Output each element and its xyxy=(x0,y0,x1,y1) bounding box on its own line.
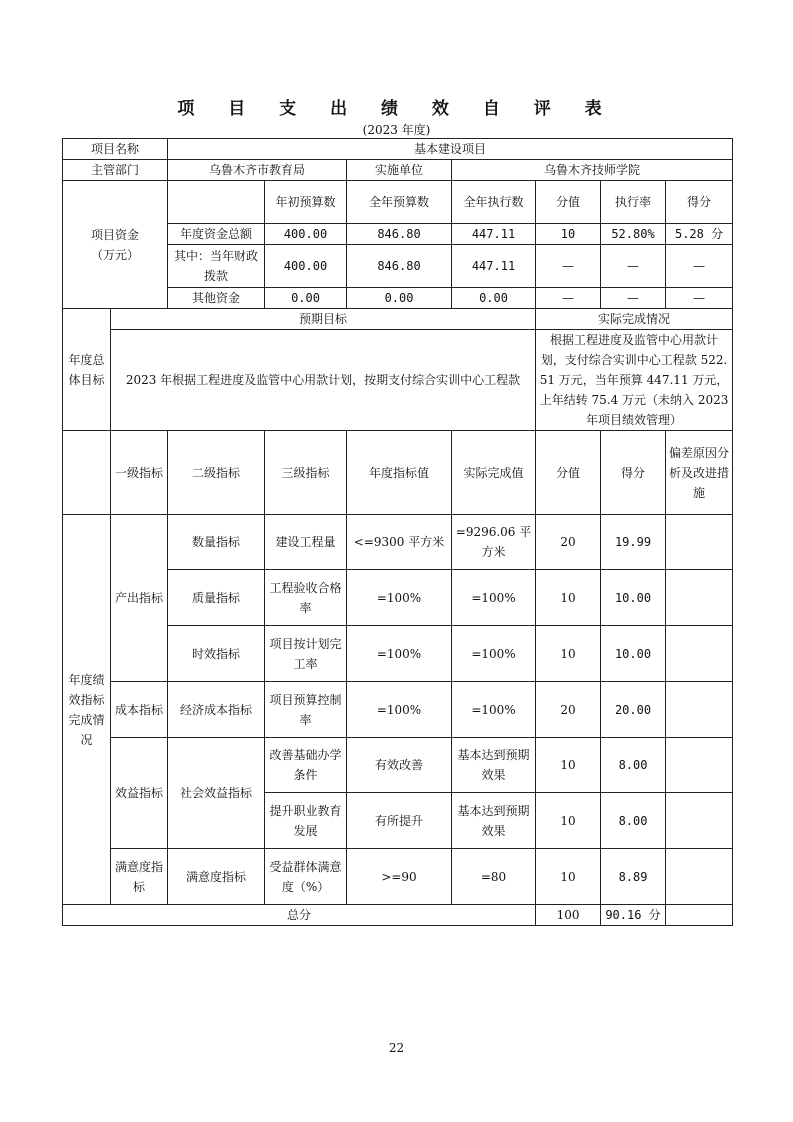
score: 10.00 xyxy=(601,626,666,682)
target-value: =100% xyxy=(347,626,452,682)
performance-table xyxy=(62,138,733,926)
deviation-note xyxy=(666,738,733,793)
funds-initial: 400.00 xyxy=(265,224,347,245)
funds-row-label: 年度资金总额 xyxy=(168,224,265,245)
table-row xyxy=(63,738,733,793)
dept-label: 主管部门 xyxy=(63,160,168,181)
total-label: 总分 xyxy=(63,905,536,926)
funds-executed: 447.11 xyxy=(452,224,536,245)
table-row xyxy=(63,682,733,738)
indicator-header: 一级指标 xyxy=(111,431,168,515)
table-row xyxy=(63,181,733,224)
table-row xyxy=(63,139,733,160)
score-value: 10 xyxy=(536,849,601,905)
level3-indicator: 受益群体满意度（%） xyxy=(265,849,347,905)
funds-row-label: 其中：当年财政拨款 xyxy=(168,245,265,288)
target-value: <=9300 平方米 xyxy=(347,515,452,570)
level3-indicator: 工程验收合格率 xyxy=(265,570,347,626)
funds-annual: 846.80 xyxy=(347,245,452,288)
level3-indicator: 提升职业教育发展 xyxy=(265,793,347,849)
funds-header: 分值 xyxy=(536,181,601,224)
table-row xyxy=(63,905,733,926)
impl-value: 乌鲁木齐技师学院 xyxy=(452,160,733,181)
actual-value: 基本达到预期效果 xyxy=(452,738,536,793)
deviation-note xyxy=(666,626,733,682)
funds-rate: — xyxy=(601,288,666,309)
score-value: 20 xyxy=(536,682,601,738)
score-value: 10 xyxy=(536,738,601,793)
level3-indicator: 项目按计划完工率 xyxy=(265,626,347,682)
level2-indicator: 质量指标 xyxy=(168,570,265,626)
level1-indicator: 成本指标 xyxy=(111,682,168,738)
target-value: 有效改善 xyxy=(347,738,452,793)
funds-initial: 400.00 xyxy=(265,245,347,288)
indicator-header: 三级指标 xyxy=(265,431,347,515)
actual-value: =80 xyxy=(452,849,536,905)
funds-executed: 0.00 xyxy=(452,288,536,309)
deviation-note xyxy=(666,849,733,905)
funds-score-value: 10 xyxy=(536,224,601,245)
actual-result: 根据工程进度及监管中心用款计划，支付综合实训中心工程款 522.51 万元，当年预算 447.11 万元，上年结转 75.4 万元（未纳入 2023 年项目绩效管理） xyxy=(536,330,733,431)
funds-label-line2: （万元） xyxy=(91,247,140,262)
total-note xyxy=(666,905,733,926)
funds-score: — xyxy=(666,245,733,288)
level3-indicator: 改善基础办学条件 xyxy=(265,738,347,793)
table-row xyxy=(63,330,733,431)
funds-initial: 0.00 xyxy=(265,288,347,309)
page-number: 22 xyxy=(388,1041,405,1055)
funds-row-label: 其他资金 xyxy=(168,288,265,309)
target-value: =100% xyxy=(347,570,452,626)
project-name-label: 项目名称 xyxy=(63,139,168,160)
target-value: 有所提升 xyxy=(347,793,452,849)
funds-annual: 0.00 xyxy=(347,288,452,309)
funds-rate: — xyxy=(601,245,666,288)
funds-score-value: — xyxy=(536,288,601,309)
funds-header: 全年预算数 xyxy=(347,181,452,224)
funds-label-line1: 项目资金 xyxy=(91,227,140,242)
actual-value: =9296.06 平方米 xyxy=(452,515,536,570)
actual-header: 实际完成情况 xyxy=(536,309,733,330)
funds-executed: 447.11 xyxy=(452,245,536,288)
project-name: 基本建设项目 xyxy=(168,139,733,160)
funds-score: — xyxy=(666,288,733,309)
score: 8.89 xyxy=(601,849,666,905)
dept-value: 乌鲁木齐市教育局 xyxy=(168,160,347,181)
form-year: (2023 年度) xyxy=(362,123,431,137)
table-row xyxy=(63,849,733,905)
level1-indicator: 产出指标 xyxy=(111,515,168,682)
expected-goal: 2023 年根据工程进度及监管中心用款计划，按期支付综合实训中心工程款 xyxy=(111,330,536,431)
deviation-note xyxy=(666,570,733,626)
score: 20.00 xyxy=(601,682,666,738)
funds-header-blank xyxy=(168,181,265,224)
indicator-header: 得分 xyxy=(601,431,666,515)
level2-indicator: 经济成本指标 xyxy=(168,682,265,738)
impl-label: 实施单位 xyxy=(347,160,452,181)
indicator-header: 偏差原因分析及改进措施 xyxy=(666,431,733,515)
indicator-header: 分值 xyxy=(536,431,601,515)
funds-label xyxy=(63,181,168,309)
level2-indicator: 满意度指标 xyxy=(168,849,265,905)
form-title: 项 目 支 出 绩 效 自 评 表 xyxy=(177,99,616,119)
score: 19.99 xyxy=(601,515,666,570)
score: 8.00 xyxy=(601,793,666,849)
funds-header: 得分 xyxy=(666,181,733,224)
funds-score-value: — xyxy=(536,245,601,288)
score: 8.00 xyxy=(601,738,666,793)
deviation-note xyxy=(666,682,733,738)
deviation-note xyxy=(666,515,733,570)
table-row xyxy=(63,515,733,570)
level3-indicator: 项目预算控制率 xyxy=(265,682,347,738)
level1-indicator: 效益指标 xyxy=(111,738,168,849)
indicator-header: 实际完成值 xyxy=(452,431,536,515)
funds-rate: 52.80% xyxy=(601,224,666,245)
funds-score: 5.28 分 xyxy=(666,224,733,245)
score-value: 10 xyxy=(536,793,601,849)
score-value: 20 xyxy=(536,515,601,570)
expected-header: 预期目标 xyxy=(111,309,536,330)
funds-header: 执行率 xyxy=(601,181,666,224)
actual-value: =100% xyxy=(452,570,536,626)
indicator-header: 二级指标 xyxy=(168,431,265,515)
table-row xyxy=(63,309,733,330)
funds-annual: 846.80 xyxy=(347,224,452,245)
level2-indicator: 数量指标 xyxy=(168,515,265,570)
deviation-note xyxy=(666,793,733,849)
actual-value: 基本达到预期效果 xyxy=(452,793,536,849)
actual-value: =100% xyxy=(452,682,536,738)
total-score: 90.16 分 xyxy=(601,905,666,926)
table-row xyxy=(63,431,733,515)
level2-indicator: 社会效益指标 xyxy=(168,738,265,849)
funds-header: 全年执行数 xyxy=(452,181,536,224)
funds-header: 年初预算数 xyxy=(265,181,347,224)
level1-indicator: 满意度指标 xyxy=(111,849,168,905)
level3-indicator: 建设工程量 xyxy=(265,515,347,570)
indicator-header: 年度指标值 xyxy=(347,431,452,515)
total-value: 100 xyxy=(536,905,601,926)
target-value: >=90 xyxy=(347,849,452,905)
indicator-section-label: 年度绩效指标完成情况 xyxy=(63,515,111,905)
actual-value: =100% xyxy=(452,626,536,682)
level2-indicator: 时效指标 xyxy=(168,626,265,682)
score-value: 10 xyxy=(536,570,601,626)
score-value: 10 xyxy=(536,626,601,682)
goals-label: 年度总体目标 xyxy=(63,309,111,431)
score: 10.00 xyxy=(601,570,666,626)
table-row xyxy=(63,160,733,181)
indicator-header-blank xyxy=(63,431,111,515)
target-value: =100% xyxy=(347,682,452,738)
